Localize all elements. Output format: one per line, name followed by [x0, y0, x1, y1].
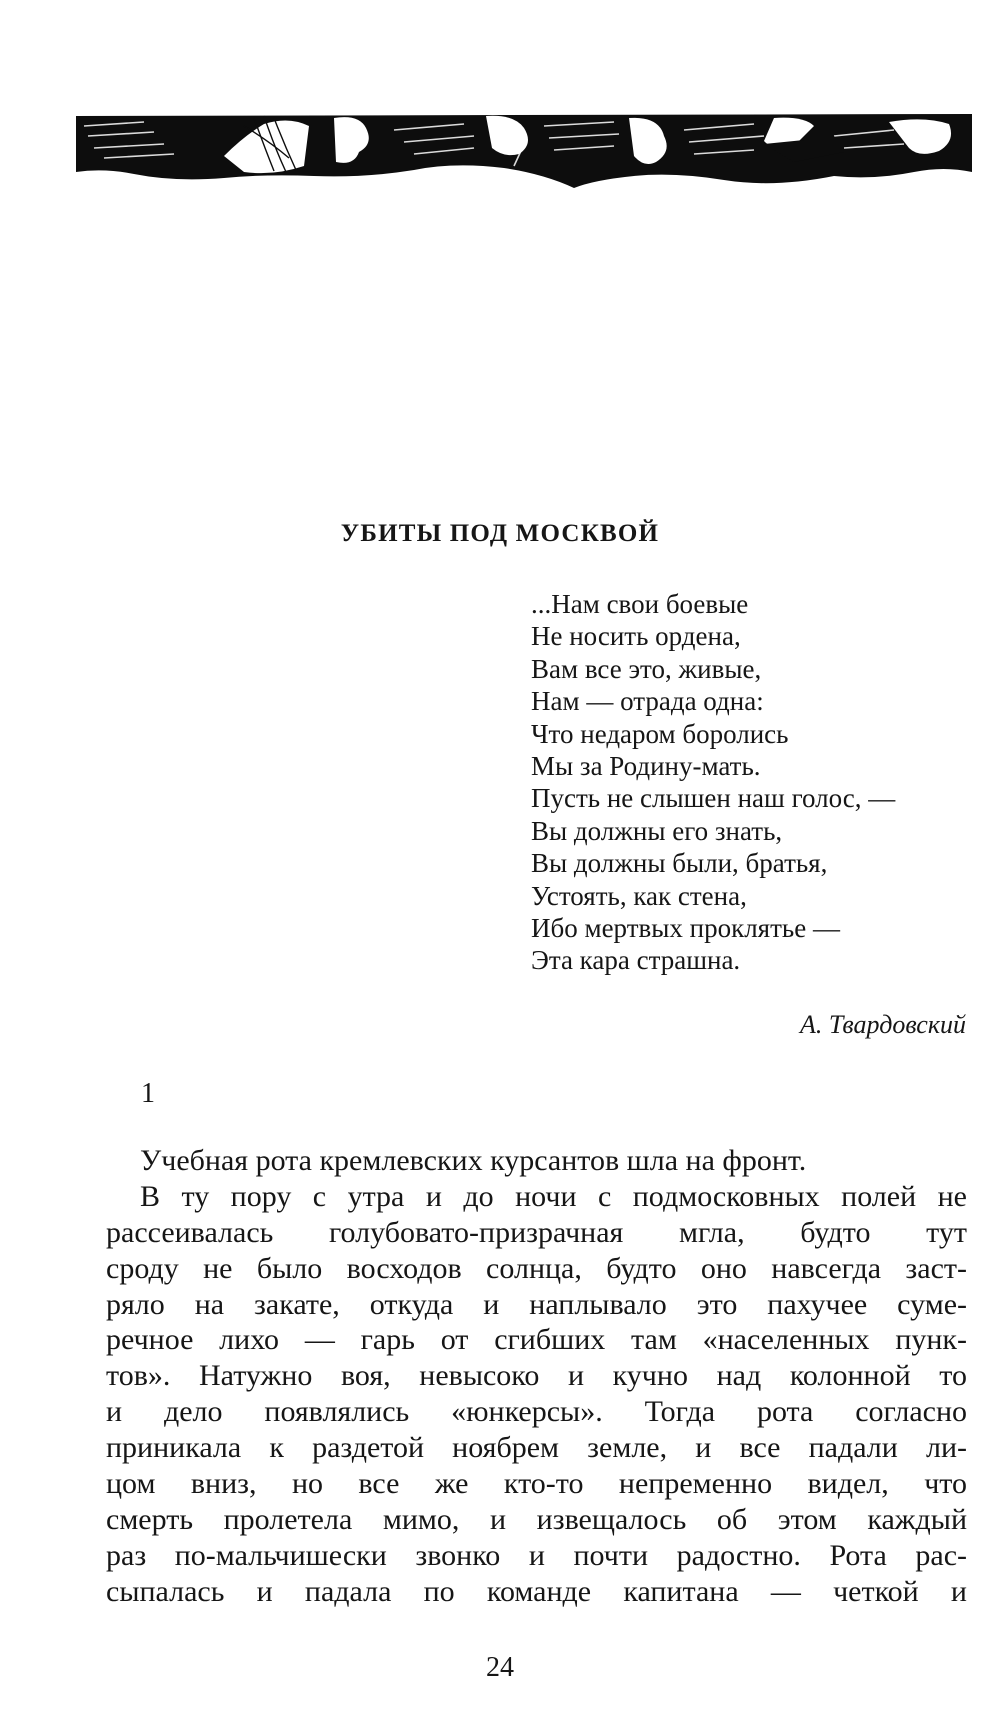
epigraph-line: Вам все это, живые, [531, 653, 762, 684]
epigraph [531, 588, 895, 977]
epigraph-line: ...Нам свои боевые [531, 589, 749, 619]
body-line: цом вниз, но все же кто-то непременно видел, что [106, 1467, 967, 1501]
body-line: тов». Натужно воя, невысоко и кучно над колонной то [106, 1359, 967, 1393]
body-line: В ту пору с утра и до ночи с подмосковных полей не [140, 1179, 967, 1213]
body-line: речное лихо — гарь от сгибших там «населенных пунк- [106, 1323, 967, 1357]
epigraph-line: Пусть не слышен наш голос, — [531, 783, 896, 814]
epigraph-line: Вы должны его знать, [531, 815, 783, 846]
decorative-banner-illustration [74, 96, 974, 188]
body-line: смерть пролетела мимо, и извещалось об этом каждый [106, 1502, 967, 1536]
body-line: сыпалась и падала по команде капитана — четкой и [106, 1574, 967, 1608]
chapter-number: 1 [141, 1078, 155, 1109]
body-line: рассеивалась голубовато-призрачная мгла, будто тут [106, 1215, 967, 1249]
epigraph-line: Устоять, как стена, [531, 880, 747, 911]
chapter-title: УБИТЫ ПОД МОСКВОЙ [340, 520, 660, 547]
body-line: ряло на закате, откуда и наплывало это пахучее суме- [106, 1287, 967, 1321]
epigraph-line: Мы за Родину-мать. [531, 751, 761, 782]
body-line: Учебная рота кремлевских курсантов шла на фронт. [140, 1144, 807, 1177]
epigraph-line: Эта кара страшна. [531, 945, 741, 976]
epigraph-line: Нам — отрада одна: [531, 686, 764, 717]
epigraph-author: А. Твардовский [800, 1010, 966, 1039]
epigraph-line: Вы должны были, братья, [531, 848, 828, 879]
epigraph-line: Ибо мертвых проклятье — [531, 913, 840, 944]
body-line: раз по-мальчишески звонко и почти радостно. Рота рас- [106, 1538, 967, 1572]
epigraph-line: Не носить ордена, [531, 621, 741, 652]
page-number: 24 [486, 1652, 514, 1683]
body-text [106, 1143, 967, 1610]
body-line: сроду не было восходов солнца, будто оно навсегда заст- [106, 1251, 967, 1285]
epigraph-line: Что недаром боролись [531, 718, 789, 749]
body-line: приникала к раздетой ноябрем земле, и все падали ли- [106, 1431, 967, 1465]
body-line: и дело появлялись «юнкерсы». Тогда рота согласно [106, 1395, 967, 1429]
